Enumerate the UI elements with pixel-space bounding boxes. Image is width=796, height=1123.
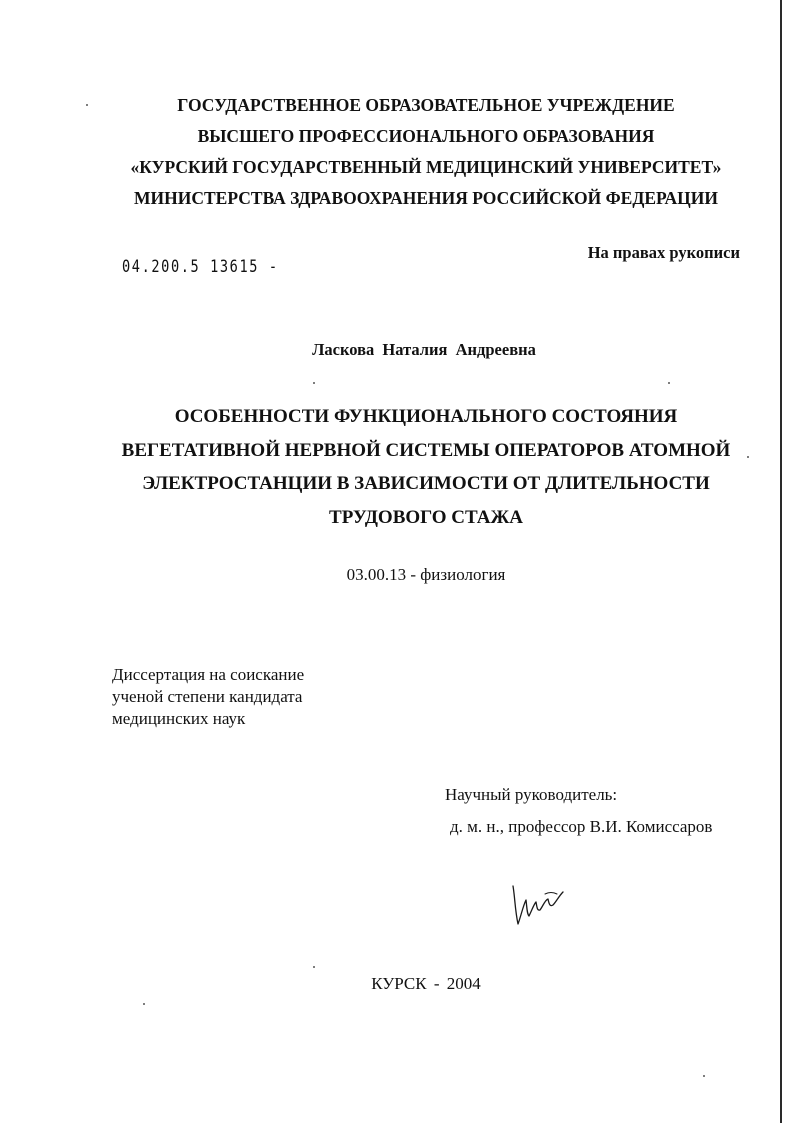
scan-speck	[313, 382, 315, 384]
institution-line-4: МИНИСТЕРСТВА ЗДРАВООХРАНЕНИЯ РОССИЙСКОЙ ФЕДЕРАЦИИ	[134, 188, 718, 208]
scan-speck	[86, 104, 88, 106]
scientific-advisor	[445, 779, 712, 843]
degree-line-1: Диссертация на соискание	[112, 665, 305, 684]
registration-stamp: 04.200.5 13615 -	[122, 257, 279, 277]
degree-line-3: медицинских наук	[112, 709, 246, 728]
title-line-1: ОСОБЕННОСТИ ФУНКЦИОНАЛЬНОГО СОСТОЯНИЯ	[174, 406, 678, 427]
scan-speck	[747, 456, 749, 458]
degree-line-2: ученой степени кандидата	[112, 687, 303, 706]
degree-statement	[112, 664, 304, 730]
author-name: Ласкова Наталия Андреевна	[312, 340, 536, 359]
institution-line-1: ГОСУДАРСТВЕННОЕ ОБРАЗОВАТЕЛЬНОЕ УЧРЕЖДЕНИЕ	[177, 95, 675, 115]
institution-header	[0, 90, 796, 214]
title-line-3: ЭЛЕКТРОСТАНЦИИ В ЗАВИСИМОСТИ ОТ ДЛИТЕЛЬНОСТИ	[142, 473, 710, 494]
scan-speck	[703, 1075, 705, 1077]
scan-speck	[668, 382, 670, 384]
institution-line-2: ВЫСШЕГО ПРОФЕССИОНАЛЬНОГО ОБРАЗОВАНИЯ	[197, 126, 655, 146]
handwritten-signature	[505, 880, 569, 930]
dissertation-title	[0, 400, 796, 534]
institution-line-3: «КУРСКИЙ ГОСУДАРСТВЕННЫЙ МЕДИЦИНСКИЙ УНИВЕРСИТЕТ»	[130, 157, 722, 177]
manuscript-rights: На правах рукописи	[587, 243, 740, 262]
title-line-4: ТРУДОВОГО СТАЖА	[329, 506, 523, 528]
specialty-code: 03.00.13 - физиология	[346, 565, 506, 584]
city-year: КУРСК - 2004	[371, 974, 481, 993]
title-line-2: ВЕГЕТАТИВНОЙ НЕРВНОЙ СИСТЕМЫ ОПЕРАТОРОВ АТОМНОЙ	[121, 439, 731, 461]
scan-speck	[313, 966, 315, 968]
advisor-name: д. м. н., профессор В.И. Комиссаров	[450, 817, 713, 836]
scan-speck	[143, 1003, 145, 1005]
advisor-label: Научный руководитель:	[445, 785, 618, 804]
